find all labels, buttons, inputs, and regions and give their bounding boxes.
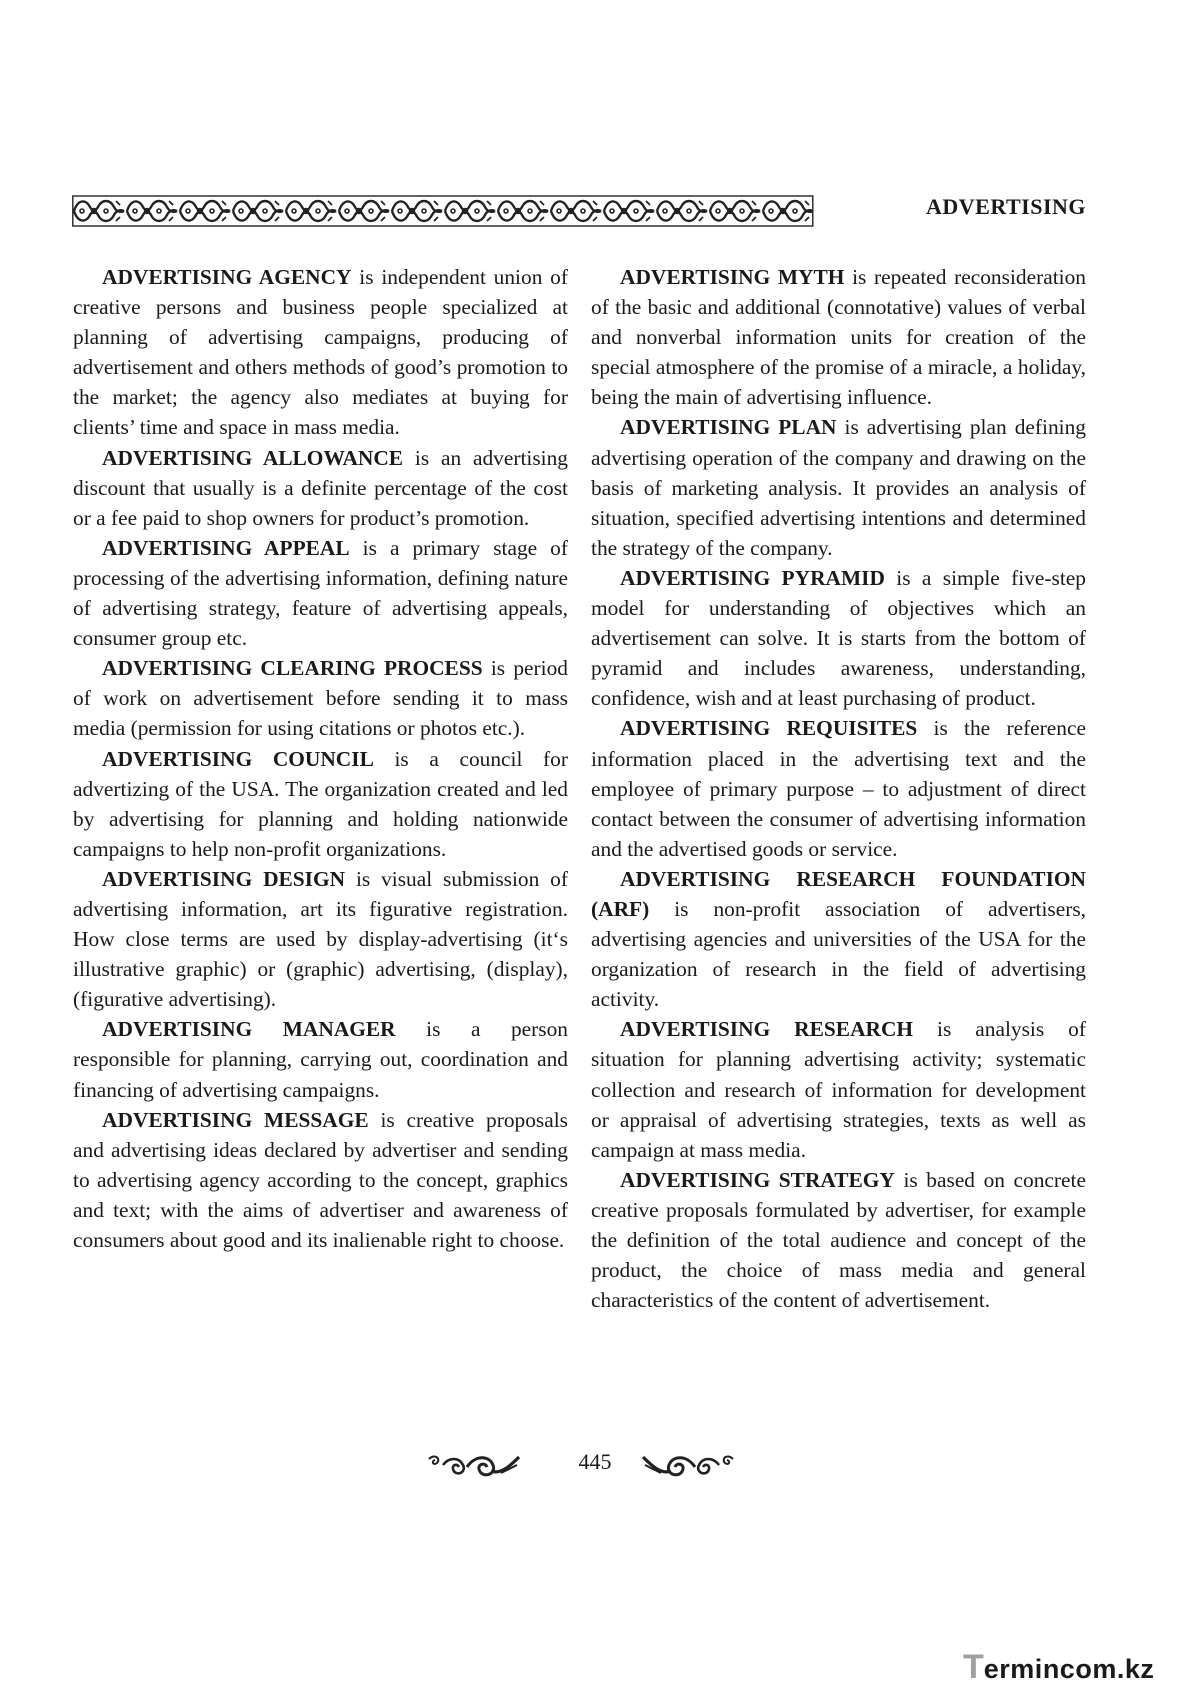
dictionary-entry	[73, 1014, 568, 1104]
dictionary-entry	[591, 563, 1086, 713]
dictionary-entry	[591, 713, 1086, 863]
dictionary-entry	[73, 864, 568, 1014]
entry-definition: is a council for advertizing of the USA. The organization created and led by advertising for planning and holding nationwide campaigns to help non-profit organizations.	[73, 746, 569, 861]
page-footer	[0, 1445, 1191, 1485]
entry-definition: is an advertising discount that usually is a definite percentage of the cost or a fee paid to shop owners for product’s promotion.	[73, 445, 568, 530]
entry-definition: is independent union of creative persons and business people specialized at planning of advertising campaigns, producing of advertisement and others methods of good’s promotion to the market; the agency also mediates at buying for clients’ time and space in mass media.	[73, 265, 568, 440]
scroll-ornament-left-icon	[425, 1451, 525, 1481]
entry-definition: is creative proposals and advertising ideas declared by advertiser and sending to advertising agency according to the concept, graphics and text; with the aims of advertiser and awareness of consumers about good and its inalienable right to choose.	[73, 1107, 569, 1252]
dictionary-entry	[73, 744, 568, 864]
right-column	[591, 262, 1086, 1315]
left-column	[73, 262, 568, 1255]
entry-term: ADVERTISING MESSAGE	[102, 1107, 369, 1132]
dictionary-entry	[73, 262, 568, 443]
entry-term: ADVERTISING MYTH	[620, 265, 845, 289]
watermark-initial: T	[963, 1648, 984, 1686]
entry-definition: is visual submission of advertising information, art its figurative registration. How close terms are used by display-advertising (it‘s illustrative graphic) or (graphic) advertising, (display), (figurative advertising).	[73, 866, 568, 1012]
entry-definition: is analysis of situation for planning advertising activity; systematic collection and research of information for development or appraisal of advertising strategies, texts as well as campaign at mass media.	[591, 1017, 1086, 1162]
dictionary-entry	[591, 1165, 1086, 1315]
entry-term: ADVERTISING PYRAMID	[620, 565, 885, 590]
site-watermark	[963, 1648, 1173, 1684]
entry-term: ADVERTISING RESEARCH FOUNDATION (ARF)	[591, 866, 1086, 921]
entry-definition: is a primary stage of processing of the advertising information, defining nature of advertising strategy, feature of advertising appeals, consumer group etc.	[73, 535, 569, 651]
entry-term: ADVERTISING DESIGN	[102, 866, 346, 891]
entry-definition: is non-profit association of advertisers, advertising agencies and universities of the USA for the organization of research in the field of advertising activity.	[591, 896, 1086, 1012]
entry-definition: is a simple five-step model for understanding of objectives which an advertisement can solve. It is starts from the bottom of pyramid and includes awareness, understanding, confidence, wish and at least purchasing of product.	[591, 565, 1086, 711]
dictionary-entry	[73, 443, 568, 533]
entry-definition: is a person responsible for planning, carrying out, coordination and financing of advertising campaigns.	[73, 1017, 568, 1102]
watermark-text: ermincom.kz	[983, 1654, 1155, 1684]
entry-term: ADVERTISING REQUISITES	[620, 716, 918, 741]
dictionary-entry	[591, 1014, 1086, 1164]
dictionary-entry	[73, 533, 568, 653]
entry-definition: is repeated reconsideration of the basic and additional (connotative) values of verbal and nonverbal information units for creation of the special atmosphere of the promise of a miracle, a holiday, being the main of advertising influence.	[591, 265, 1086, 410]
entry-term: ADVERTISING PLAN	[620, 415, 837, 440]
dictionary-entry	[591, 412, 1086, 562]
entry-term: ADVERTISING CLEARING PROCESS	[102, 656, 483, 681]
entry-definition: is period of work on advertisement before sending it to mass media (permission for using citations or photos etc.).	[73, 656, 568, 741]
dictionary-entry	[591, 262, 1086, 412]
entry-term: ADVERTISING RESEARCH	[620, 1017, 914, 1042]
entry-definition: is based on concrete creative proposals formulated by advertiser, for example the definition of the total audience and concept of the product, the choice of mass media and general characteristics of the content of advertisement.	[591, 1167, 1086, 1313]
scroll-ornament-right-icon	[637, 1451, 737, 1481]
entry-term: ADVERTISING COUNCIL	[102, 746, 374, 771]
page-number: 445	[578, 1449, 612, 1474]
entry-definition: is advertising plan defining advertising operation of the company and drawing on the basis of marketing analysis. It provides an analysis of situation, specified advertising intentions and determined the strategy of the company.	[591, 415, 1086, 560]
dictionary-entry	[73, 653, 568, 743]
dictionary-entry	[591, 864, 1086, 1014]
entry-term: ADVERTISING MANAGER	[102, 1017, 396, 1042]
ornamental-border-icon	[72, 195, 814, 227]
entry-term: ADVERTISING STRATEGY	[620, 1167, 895, 1192]
entry-term: ADVERTISING ALLOWANCE	[102, 445, 404, 470]
entry-term: ADVERTISING AGENCY	[102, 265, 352, 289]
entry-definition: is the reference information placed in the advertising text and the employee of primary purpose – to adjustment of direct contact between the consumer of advertising information and the advertised goods or service.	[591, 716, 1086, 861]
entry-term: ADVERTISING APPEAL	[102, 535, 350, 560]
running-head: ADVERTISING	[926, 194, 1086, 219]
dictionary-entry	[73, 1105, 568, 1255]
